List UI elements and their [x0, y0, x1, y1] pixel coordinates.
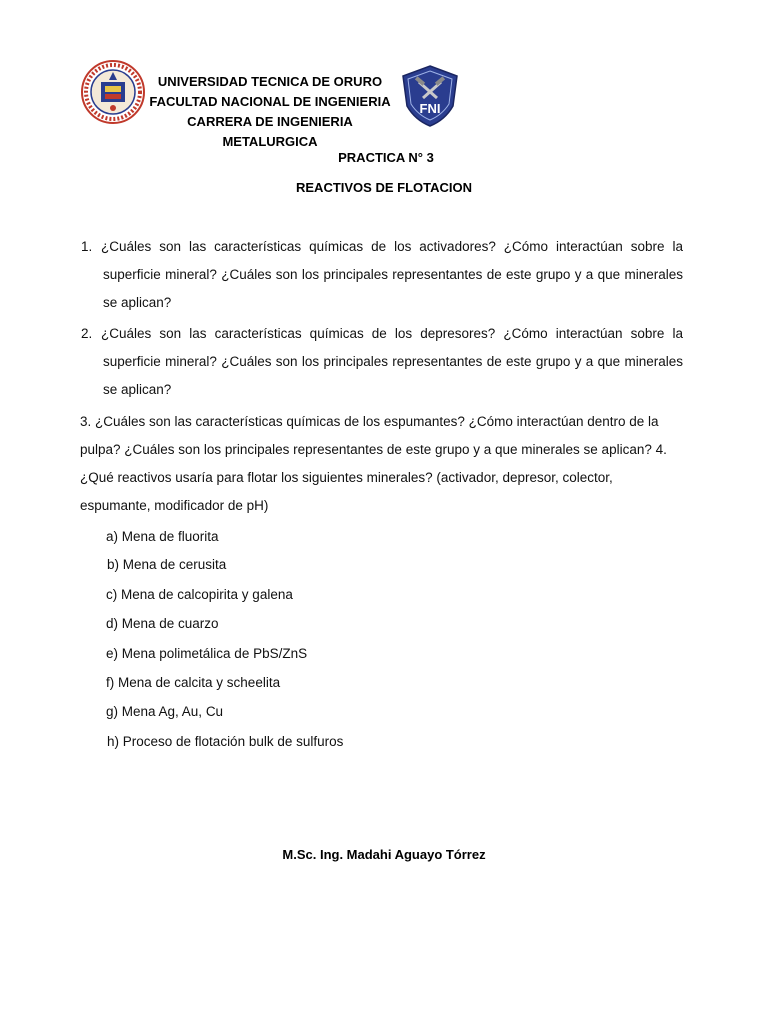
university-seal-icon — [81, 60, 145, 124]
option-a: a) Mena de fluorita — [106, 529, 219, 544]
question-2-line-3: se aplican? — [103, 382, 172, 397]
career-name: CARRERA DE INGENIERIA METALURGICA — [187, 114, 353, 149]
author-signature: M.Sc. Ing. Madahi Aguayo Tórrez — [282, 847, 486, 862]
question-1-line-1: ¿Cuáles son las características químicas de los activadores? ¿Cómo interactúan sobre la — [101, 239, 683, 254]
option-h: h) Proceso de flotación bulk de sulfuros — [107, 734, 344, 749]
option-b: b) Mena de cerusita — [107, 557, 227, 572]
question-1-number: 1. — [81, 239, 93, 254]
paragraph-line-2: pulpa? ¿Cuáles son los principales representantes de este grupo y a que minerales se aplican? 4. — [80, 442, 667, 457]
option-c: c) Mena de calcopirita y galena — [106, 587, 293, 602]
question-2-number: 2. — [81, 326, 93, 341]
practice-title: PRACTICA N° 3 — [338, 150, 434, 165]
faculty-name: FACULTAD NACIONAL DE INGENIERIA — [149, 94, 391, 109]
university-name: UNIVERSIDAD TECNICA DE ORURO — [157, 74, 383, 89]
paragraph-line-1: 3. ¿Cuáles son las características químicas de los espumantes? ¿Cómo interactúan dentro de la — [80, 414, 659, 429]
paragraph-line-3: ¿Qué reactivos usaría para flotar los siguientes minerales? (activador, depresor, colector, — [80, 470, 613, 485]
fni-logo-text: FNI — [419, 101, 441, 116]
option-f: f) Mena de calcita y scheelita — [106, 675, 281, 690]
paragraph-line-4: espumante, modificador de pH) — [80, 498, 269, 513]
question-2-line-2: superficie mineral? ¿Cuáles son los principales representantes de este grupo y a que minerales — [103, 354, 683, 369]
option-e: e) Mena polimetálica de PbS/ZnS — [106, 646, 308, 661]
option-d: d) Mena de cuarzo — [106, 616, 219, 631]
question-1-line-3: se aplican? — [103, 295, 172, 310]
question-2-line-1: ¿Cuáles son las características químicas de los depresores? ¿Cómo interactúan sobre la — [101, 326, 683, 341]
fni-shield-icon — [399, 64, 461, 128]
practice-subtitle: REACTIVOS DE FLOTACION — [296, 180, 472, 195]
question-1-line-2: superficie mineral? ¿Cuáles son los principales representantes de este grupo y a que minerales — [103, 267, 683, 282]
option-g: g) Mena Ag, Au, Cu — [106, 704, 224, 719]
